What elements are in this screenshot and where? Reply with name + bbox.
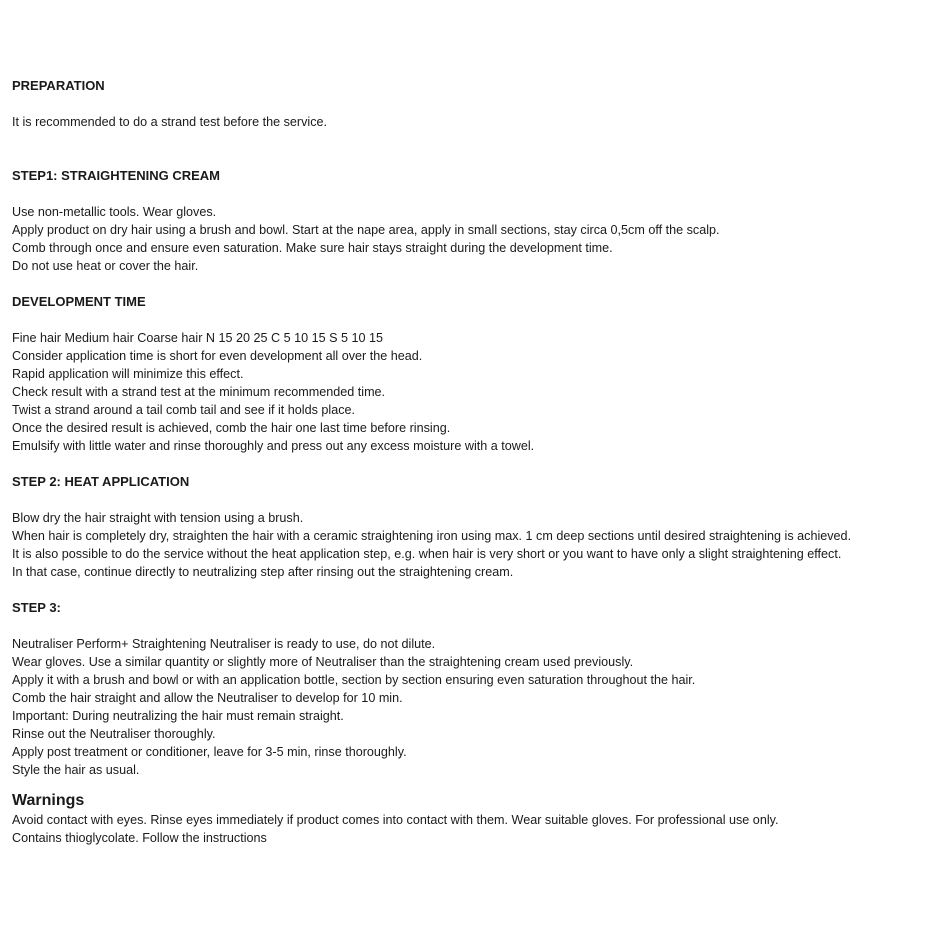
preparation-line: It is recommended to do a strand test before the service. [12,115,328,129]
step2-line: Blow dry the hair straight with tension using a brush. [12,511,304,525]
step3-line: Style the hair as usual. [12,763,140,777]
step3-line: Neutraliser Perform+ Straightening Neutraliser is ready to use, do not dilute. [12,637,436,651]
step1-line: Do not use heat or cover the hair. [12,259,199,273]
step2-line: When hair is completely dry, straighten the hair with a ceramic straightening iron using max. 1 cm deep sections until desired straightening is achieved. [12,529,852,543]
development-line: Fine hair Medium hair Coarse hair N 15 20 25 C 5 10 15 S 5 10 15 [12,331,384,345]
step3-line: Comb the hair straight and allow the Neutraliser to develop for 10 min. [12,691,403,705]
step1-line: Apply product on dry hair using a brush and bowl. Start at the nape area, apply in small sections, stay circa 0,5cm off the scalp. [12,223,720,237]
warnings-text: Avoid contact with eyes. Rinse eyes immediately if product comes into contact with them. Wear suitable gloves. For professional use only. Contains thioglycolate. Follow the instructions [12,813,779,845]
step3-line: Wear gloves. Use a similar quantity or slightly more of Neutraliser than the straightening cream used previously. [12,655,634,669]
development-line: Emulsify with little water and rinse thoroughly and press out any excess moisture with a towel. [12,439,535,453]
step3-line: Important: During neutralizing the hair must remain straight. [12,709,344,723]
development-heading: DEVELOPMENT TIME [12,294,146,309]
step3-heading: STEP 3: [12,600,61,615]
development-line: Check result with a strand test at the minimum recommended time. [12,385,386,399]
development-line: Twist a strand around a tail comb tail and see if it holds place. [12,403,356,417]
step2-line: In that case, continue directly to neutralizing step after rinsing out the straightening cream. [12,565,514,579]
development-line: Consider application time is short for even development all over the head. [12,349,423,363]
warnings-title: Warnings [12,792,85,809]
step2-heading: STEP 2: HEAT APPLICATION [12,474,190,489]
step3-line: Rinse out the Neutraliser thoroughly. [12,727,216,741]
step3-line: Apply it with a brush and bowl or with an application bottle, section by section ensuring even saturation throughout the hair. [12,673,696,687]
step1-line: Comb through once and ensure even saturation. Make sure hair stays straight during the development time. [12,241,613,255]
step2-line: It is also possible to do the service without the heat application step, e.g. when hair is very short or you want to have only a slight straightening effect. [12,547,842,561]
development-line: Rapid application will minimize this effect. [12,367,244,381]
preparation-heading: PREPARATION [12,78,105,93]
development-line: Once the desired result is achieved, comb the hair one last time before rinsing. [12,421,451,435]
step3-line: Apply post treatment or conditioner, leave for 3-5 min, rinse thoroughly. [12,745,407,759]
step1-heading: STEP1: STRAIGHTENING CREAM [12,168,221,183]
instructions-document [12,77,928,847]
step1-line: Use non-metallic tools. Wear gloves. [12,205,217,219]
